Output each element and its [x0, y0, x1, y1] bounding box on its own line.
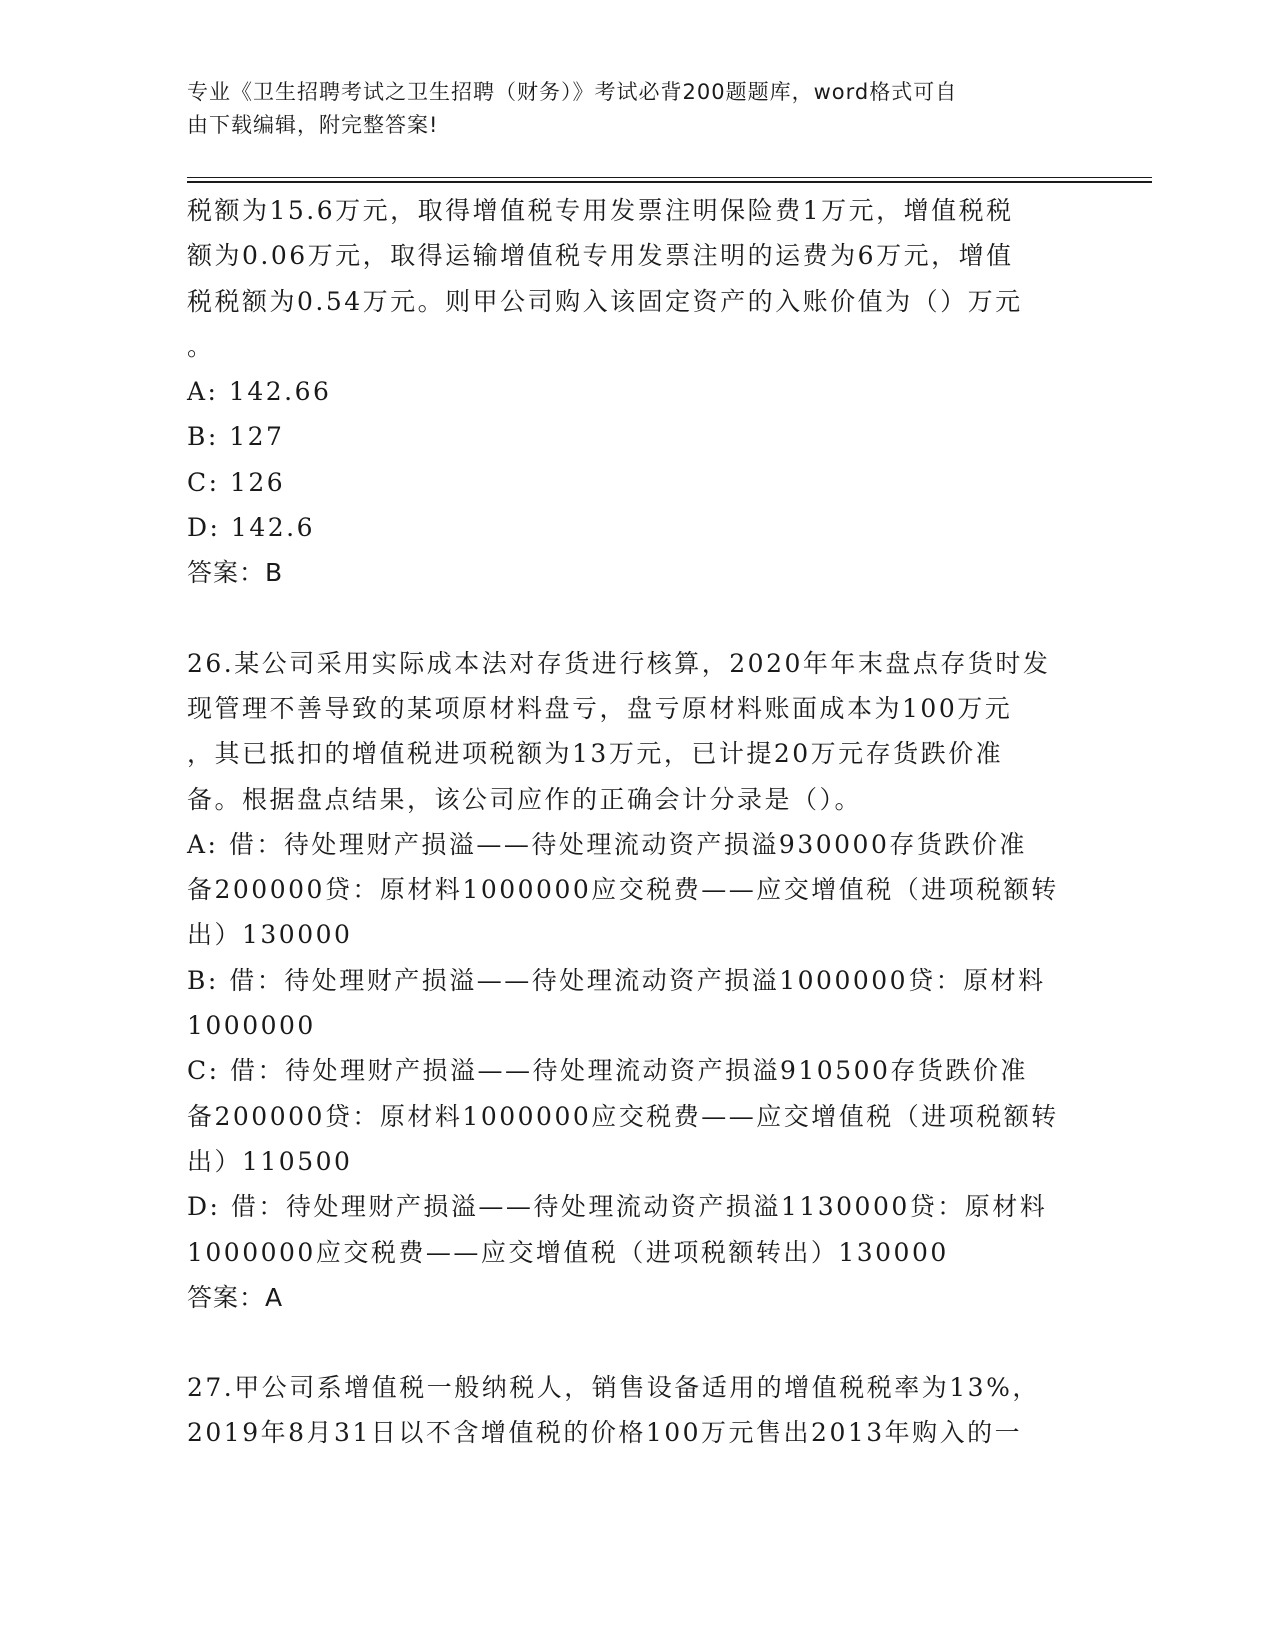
- option-line: 1000000应交税费——应交增值税（进项税额转出）130000: [187, 1237, 949, 1267]
- option-line: 出）110500: [187, 1146, 353, 1176]
- option-c: C: 126: [187, 467, 286, 497]
- option-line: B: 借：待处理财产损溢——待处理流动资产损溢1000000贷：原材料: [187, 965, 1046, 995]
- question-stem-line: 26.某公司采用实际成本法对存货进行核算，2020年年末盘点存货时发: [187, 648, 1051, 678]
- question-stem-line: 额为0.06万元，取得运输增值税专用发票注明的运费为6万元，增值: [187, 241, 1014, 271]
- answer-label: 答案：A: [187, 1282, 284, 1312]
- option-line: 备200000贷：原材料1000000应交税费——应交增值税（进项税额转: [187, 875, 1059, 905]
- question-26: [187, 641, 1087, 1320]
- option-b: B: 127: [187, 422, 285, 452]
- option-line: D: 借：待处理财产损溢——待处理流动资产损溢1130000贷：原材料: [187, 1192, 1048, 1222]
- question-stem-line: 备。根据盘点结果，该公司应作的正确会计分录是（）。: [187, 784, 863, 814]
- spacer: [187, 1320, 1087, 1365]
- question-stem-line: 2019年8月31日以不含增值税的价格100万元售出2013年购入的一: [187, 1418, 1023, 1448]
- option-a: A: 142.66: [187, 377, 332, 407]
- page-header: [187, 76, 1077, 142]
- header-line: 由下载编辑，附完整答案!: [187, 113, 439, 137]
- spacer: [187, 596, 1087, 641]
- option-line: 1000000: [187, 1011, 316, 1041]
- question-27: [187, 1365, 1087, 1456]
- option-d: D: 142.6: [187, 513, 315, 543]
- option-line: 备200000贷：原材料1000000应交税费——应交增值税（进项税额转: [187, 1101, 1059, 1131]
- question-stem-line: 现管理不善导致的某项原材料盘亏，盘亏原材料账面成本为100万元: [187, 693, 1013, 723]
- answer-label: 答案：B: [187, 558, 284, 588]
- option-line: C: 借：待处理财产损溢——待处理流动资产损溢910500存货跌价准: [187, 1056, 1028, 1086]
- document-body: [187, 188, 1087, 1456]
- option-line: 出）130000: [187, 920, 353, 950]
- header-line: 专业《卫生招聘考试之卫生招聘（财务）》考试必背200题题库，word格式可自: [187, 80, 958, 104]
- question-stem-line: 税税额为0.54万元。则甲公司购入该固定资产的入账价值为（）万元: [187, 286, 1023, 316]
- question-25: [187, 188, 1087, 596]
- question-stem-line: 。: [187, 331, 215, 361]
- header-divider: [187, 177, 1152, 183]
- question-stem-line: ，其已抵扣的增值税进项税额为13万元，已计提20万元存货跌价准: [187, 739, 1004, 769]
- question-stem-line: 税额为15.6万元，取得增值税专用发票注明保险费1万元，增值税税: [187, 196, 1014, 225]
- question-stem-line: 27.甲公司系增值税一般纳税人，销售设备适用的增值税税率为13%，: [187, 1373, 1040, 1403]
- option-line: A: 借：待处理财产损溢——待处理流动资产损溢930000存货跌价准: [187, 829, 1027, 859]
